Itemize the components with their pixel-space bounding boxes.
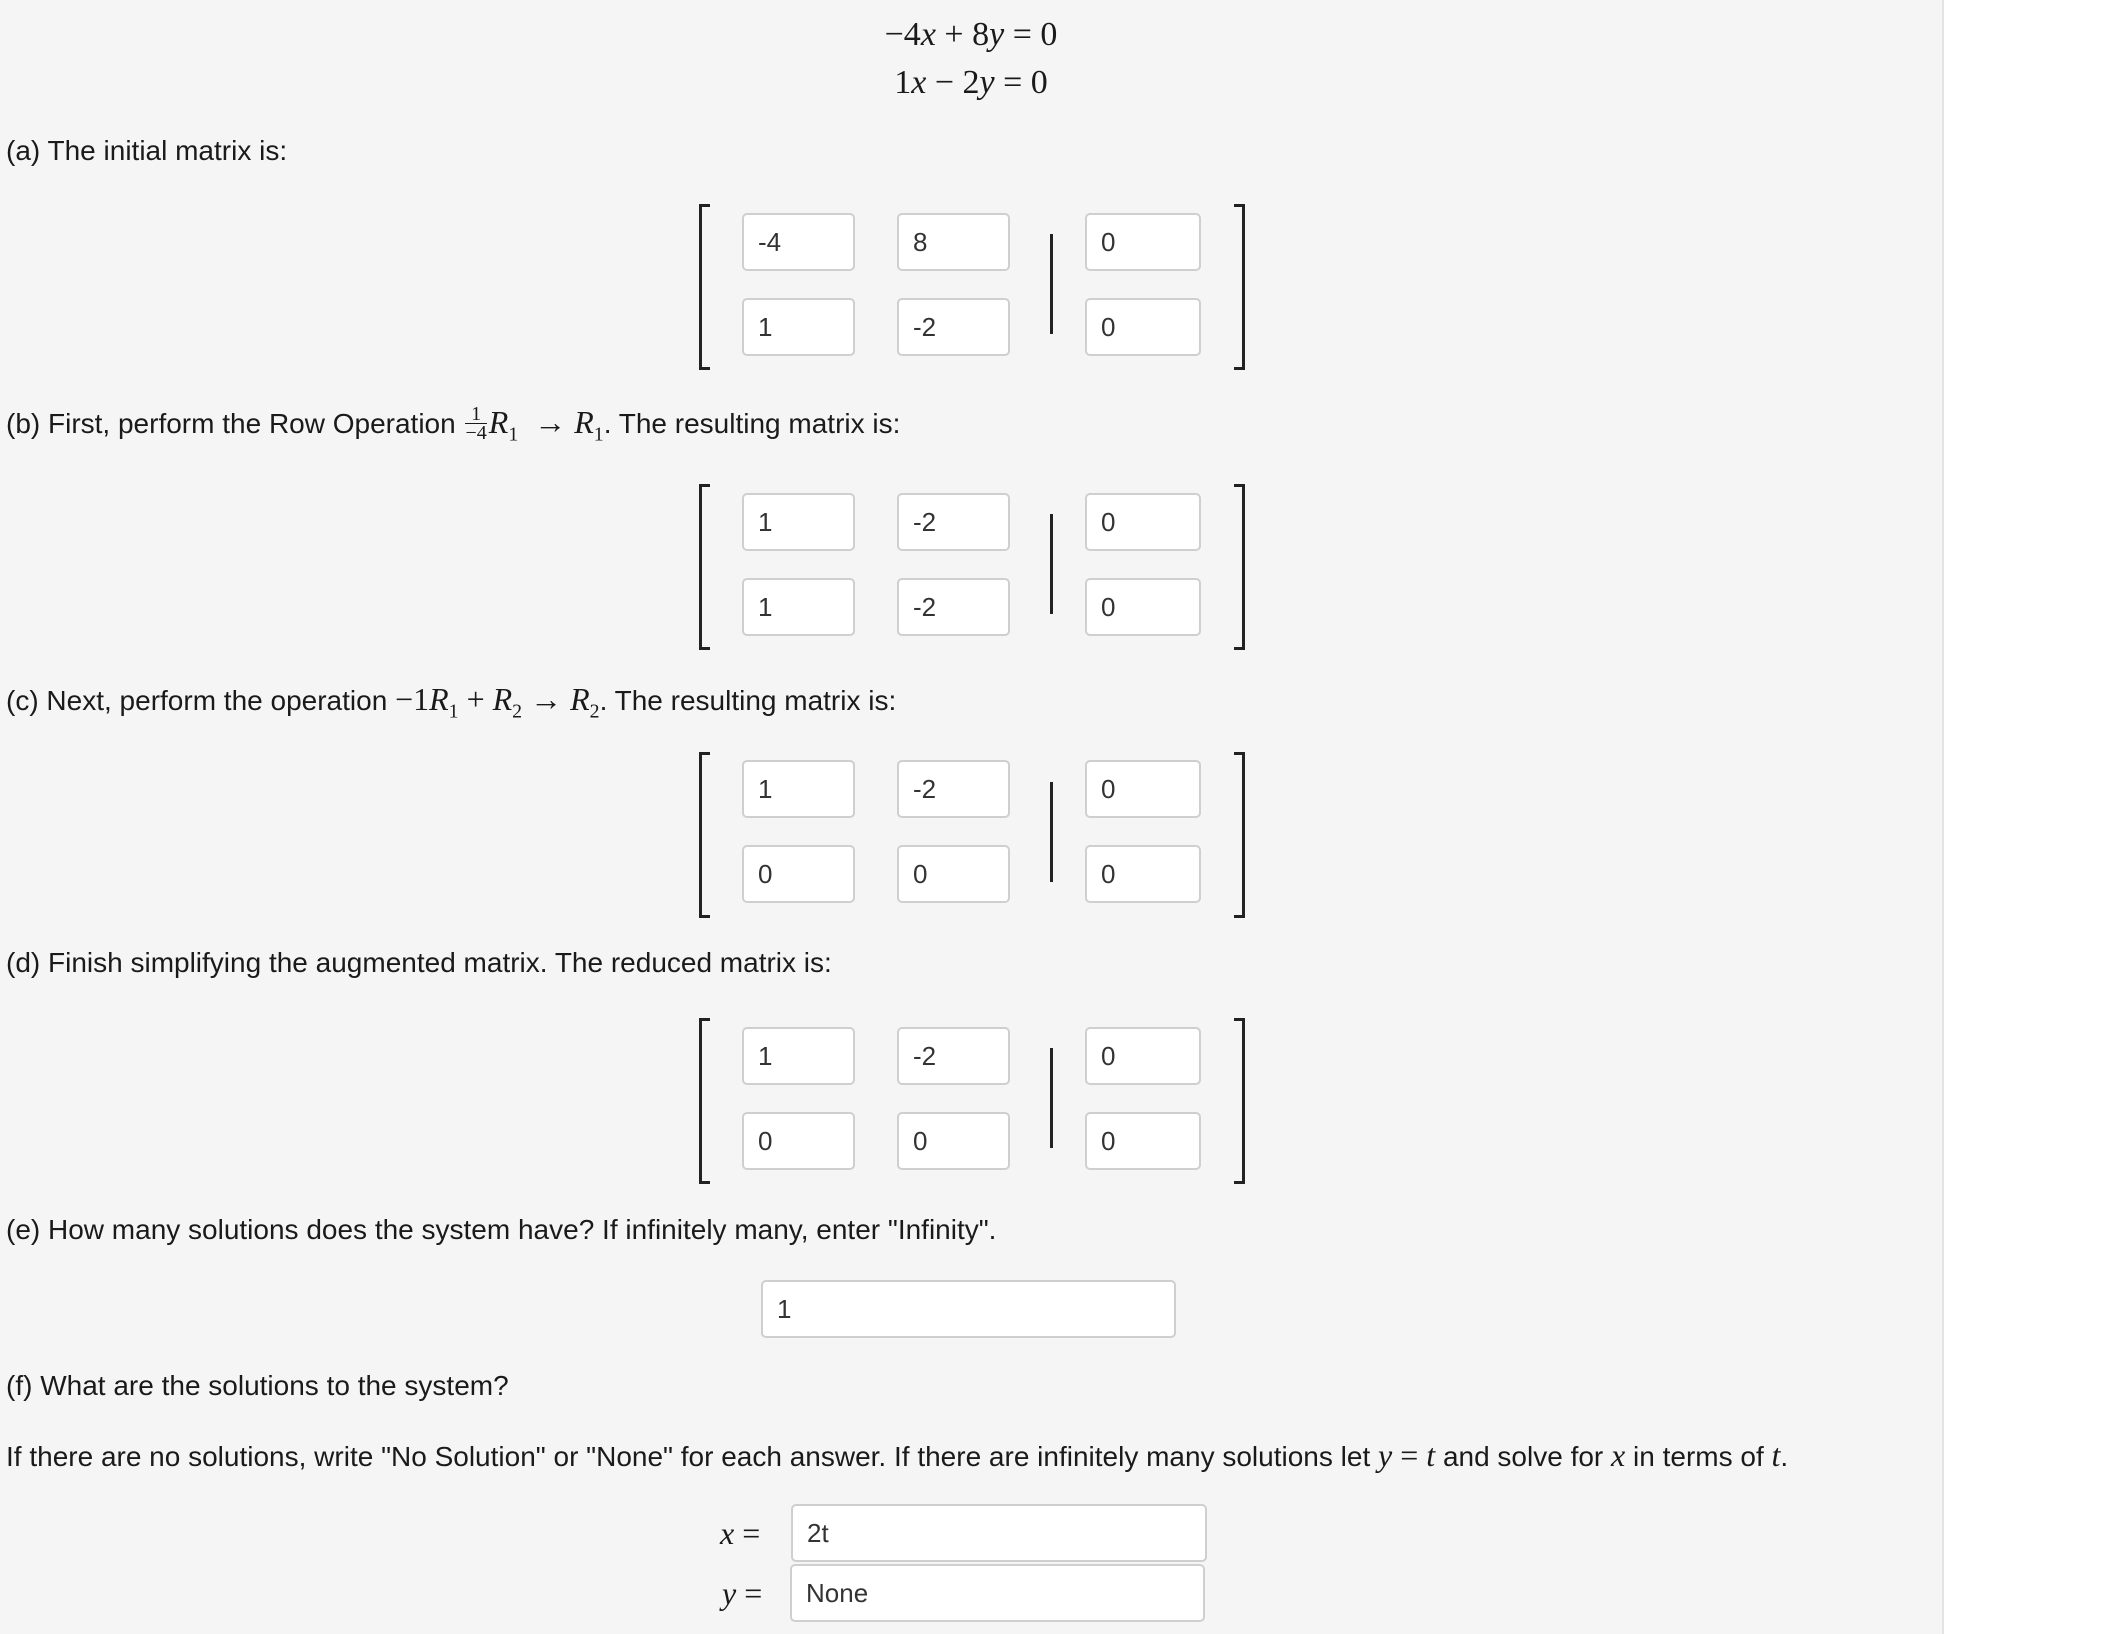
matrix-d-left-bracket [699, 1018, 710, 1184]
matrix-d-r2c3[interactable] [1085, 1112, 1201, 1170]
part-c-suffix: . The resulting matrix is: [599, 685, 897, 716]
equation-1: −4x + 8y = 0 [884, 16, 1058, 53]
matrix-b-r1c3[interactable] [1085, 493, 1201, 551]
matrix-d-augment-divider [1050, 1048, 1053, 1148]
matrix-b-r2c1[interactable] [742, 578, 855, 636]
part-c-prefix: (c) Next, perform the operation [6, 685, 388, 716]
eq1-rhs: 0 [1040, 16, 1058, 53]
matrix-d-r1c2[interactable] [897, 1027, 1010, 1085]
part-f-instr-3: in terms of [1633, 1441, 1764, 1472]
matrix-a-r1c3[interactable] [1085, 213, 1201, 271]
matrix-a-right-bracket [1234, 204, 1245, 370]
matrix-a-left-bracket [699, 204, 710, 370]
matrix-b-right-bracket [1234, 484, 1245, 650]
matrix-a-r2c1[interactable] [742, 298, 855, 356]
matrix-b-r1c2[interactable] [897, 493, 1010, 551]
part-b-frac-num: 1 [465, 405, 486, 424]
matrix-c-r1c2[interactable] [897, 760, 1010, 818]
matrix-d-right-bracket [1234, 1018, 1245, 1184]
equation-2: 1x − 2y = 0 [894, 64, 1048, 101]
part-b-frac-den: −4 [465, 422, 487, 445]
matrix-c-r1c1[interactable] [742, 760, 855, 818]
y-label: y = [722, 1575, 763, 1611]
num-solutions-input[interactable] [761, 1280, 1176, 1338]
eq2-coef-y: 2 [962, 64, 980, 101]
part-e-label: (e) How many solutions does the system have? If infinitely many, enter "Infinity". [6, 1214, 997, 1245]
matrix-d-r2c1[interactable] [742, 1112, 855, 1170]
y-solution-input[interactable] [790, 1564, 1205, 1622]
part-b-suffix: . The resulting matrix is: [603, 408, 901, 439]
matrix-d-r2c2[interactable] [897, 1112, 1010, 1170]
matrix-c-right-bracket [1234, 752, 1245, 918]
matrix-c-r2c2[interactable] [897, 845, 1010, 903]
eq1-coef-x: −4 [884, 16, 921, 53]
matrix-a-augment-divider [1050, 234, 1053, 334]
part-b-label: (b) First, perform the Row Operation $\frac{1}{-4}$ $R_1 \to R_1$. The resulting matrix is: [6, 403, 901, 446]
matrix-c-r2c1[interactable] [742, 845, 855, 903]
matrix-a-r2c3[interactable] [1085, 298, 1201, 356]
part-f-instr-1: If there are no solutions, write "No Solution" or "None" for each answer. If there are infinitely many solutions let [6, 1441, 1371, 1472]
matrix-a-r1c1[interactable] [742, 213, 855, 271]
matrix-c-r2c3[interactable] [1085, 845, 1201, 903]
eq1-coef-y: 8 [972, 16, 990, 53]
matrix-a-r2c2[interactable] [897, 298, 1010, 356]
part-a-label: (a) The initial matrix is: [6, 135, 288, 166]
part-f-instructions: If there are no solutions, write "No Solution" or "None" for each answer. If there are infinitely many solutions let y = t and solve for x in terms of t. [6, 1437, 1789, 1473]
matrix-b-r1c1[interactable] [742, 493, 855, 551]
x-solution-input[interactable] [791, 1504, 1207, 1562]
part-c-label: (c) Next, perform the operation $-1R_1 + R_2 \to R_2$. The resulting matrix is: [6, 681, 897, 723]
matrix-b-augment-divider [1050, 514, 1053, 614]
matrix-c-augment-divider [1050, 782, 1053, 882]
x-label: x = [720, 1515, 761, 1551]
part-b-fraction [465, 403, 487, 445]
matrix-b-r2c2[interactable] [897, 578, 1010, 636]
matrix-d-r1c3[interactable] [1085, 1027, 1201, 1085]
part-c-coef: −1 [395, 681, 430, 717]
part-b-prefix: (b) First, perform the Row Operation [6, 408, 456, 439]
part-d-label: (d) Finish simplifying the augmented matrix. The reduced matrix is: [6, 947, 832, 978]
part-f-label: (f) What are the solutions to the system? [6, 1370, 509, 1401]
matrix-b-r2c3[interactable] [1085, 578, 1201, 636]
part-f-instr-2: and solve for [1442, 1441, 1604, 1472]
eq2-coef-x: 1 [894, 64, 912, 101]
eq2-rhs: 0 [1030, 64, 1048, 101]
matrix-a-r1c2[interactable] [897, 213, 1010, 271]
matrix-b-left-bracket [699, 484, 710, 650]
matrix-c-r1c3[interactable] [1085, 760, 1201, 818]
matrix-d-r1c1[interactable] [742, 1027, 855, 1085]
matrix-c-left-bracket [699, 752, 710, 918]
